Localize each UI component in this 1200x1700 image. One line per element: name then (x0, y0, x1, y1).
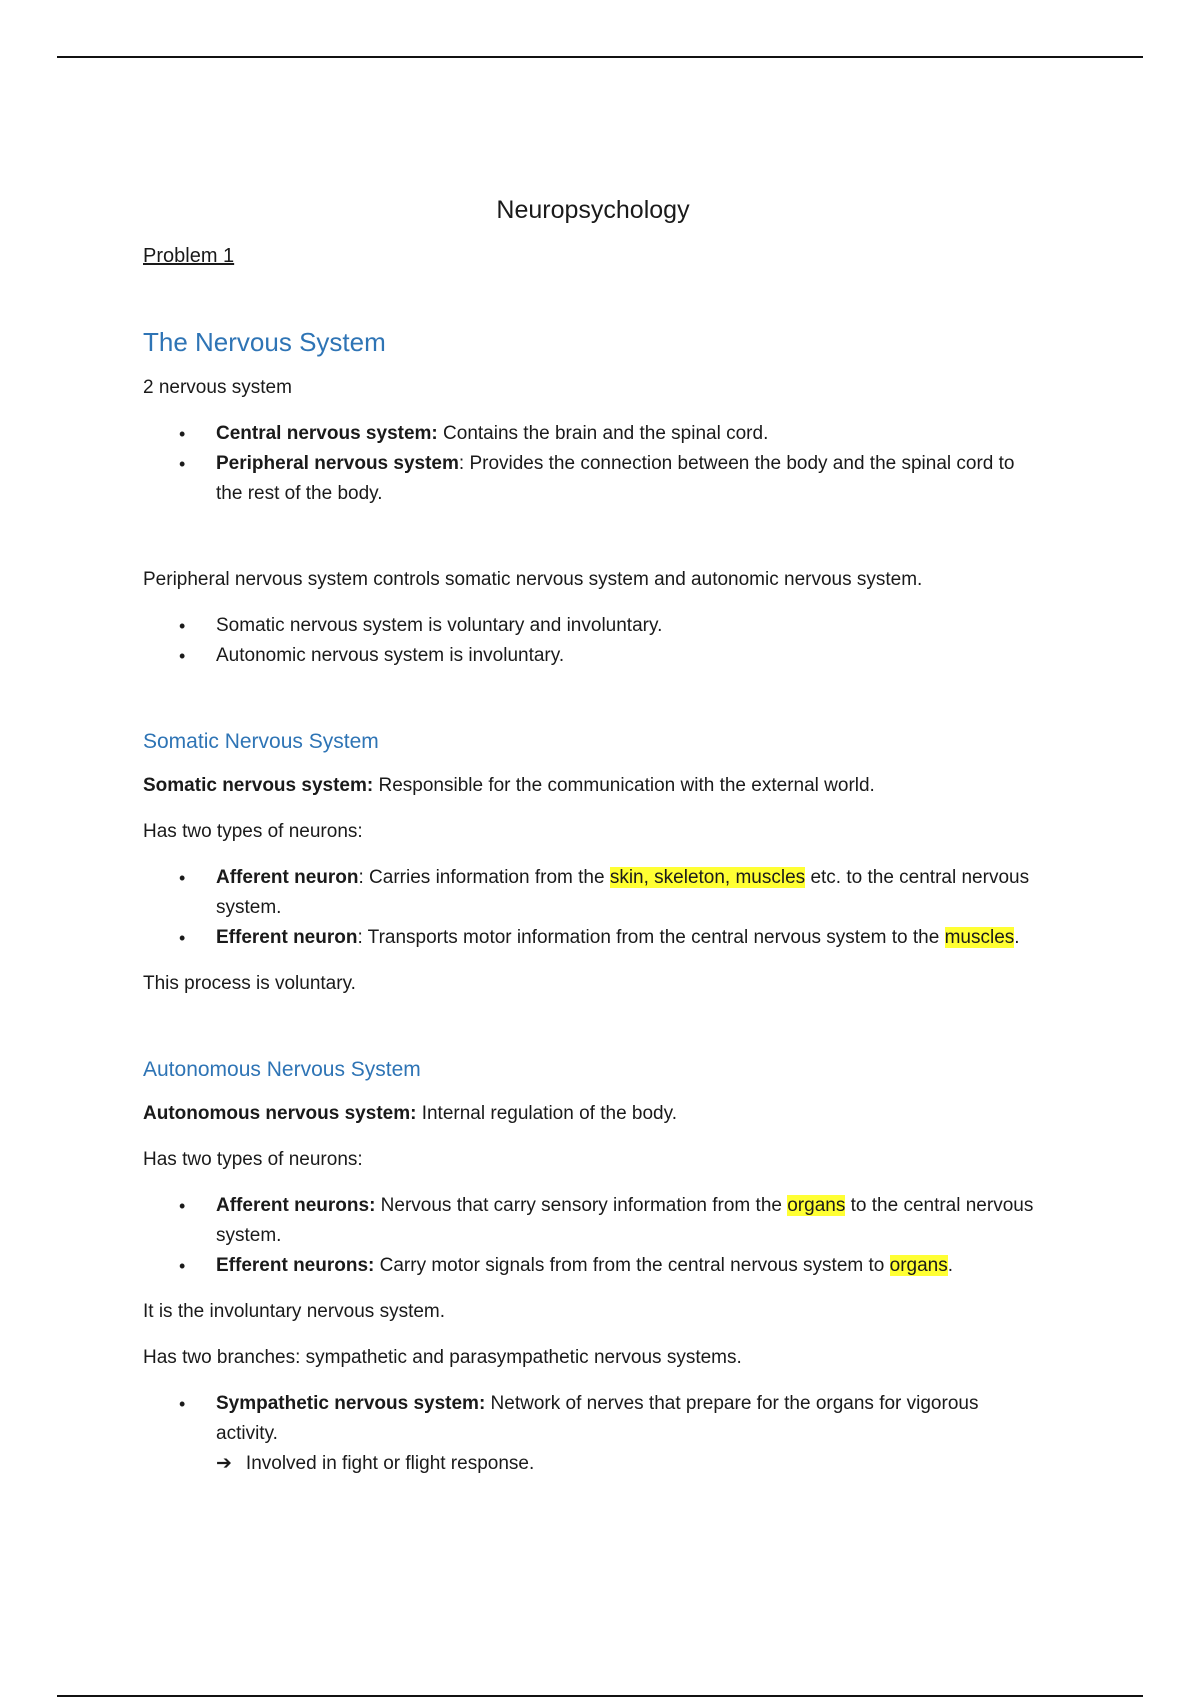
bullet-mark: • (179, 868, 186, 888)
list-item-efferent (143, 923, 1043, 953)
highlight-organs: organs (787, 1195, 846, 1216)
text-autonomous-def: Internal regulation of the body. (416, 1103, 677, 1124)
highlight-muscles: muscles (944, 927, 1015, 948)
term-afferent: Afferent neuron (216, 867, 359, 888)
autonomous-types: Has two types of neurons: (143, 1149, 363, 1170)
somatic-closing: This process is voluntary. (143, 973, 356, 994)
highlight-organs: organs (889, 1255, 948, 1276)
header-rule (57, 56, 1143, 58)
heading-somatic: Somatic Nervous System (143, 730, 379, 753)
footer-rule (57, 1695, 1143, 1697)
text-efferent-post: . (1014, 927, 1020, 948)
text-afferent-neurons-post: to the central nervous system. (216, 1195, 1034, 1246)
problem-label: Problem 1 (143, 245, 235, 267)
highlight-skin-skeleton-muscles: skin, skeleton, muscles (609, 867, 806, 888)
heading-autonomous: Autonomous Nervous System (143, 1058, 421, 1081)
somatic-neuron-list (143, 863, 1043, 953)
document-title: Neuropsychology (496, 196, 690, 224)
list-item-afferent-neurons (143, 1191, 1043, 1251)
text-afferent-neurons-pre: Nervous that carry sensory information from the (375, 1195, 788, 1216)
somatic-definition (143, 771, 1043, 801)
document-page (143, 193, 1043, 1479)
spacer (143, 687, 1043, 727)
bullet-mark: • (179, 454, 186, 474)
bullet-mark: • (179, 1196, 186, 1216)
list-item-somatic (143, 611, 1043, 641)
text-sympathetic: Network of nerves that prepare for the organs for vigorous activity. (216, 1393, 979, 1444)
autonomous-definition (143, 1099, 1043, 1129)
somatic-types: Has two types of neurons: (143, 821, 363, 842)
term-afferent-neurons: Afferent neurons: (216, 1195, 376, 1216)
text-peripheral: : Provides the connection between the body and the spinal cord to the rest of the body. (216, 453, 1015, 504)
list-item-peripheral (143, 449, 1043, 509)
peripheral-list (143, 611, 1043, 671)
text-somatic: Somatic nervous system is voluntary and involuntary. (216, 615, 663, 636)
text-efferent-neurons-post: . (947, 1255, 954, 1276)
intro-paragraph: 2 nervous system (143, 377, 292, 398)
nervous-system-list (143, 419, 1043, 509)
list-item-afferent (143, 863, 1043, 923)
bullet-mark: • (179, 1394, 186, 1414)
text-fight-flight: Involved in fight or flight response. (245, 1453, 535, 1474)
term-somatic: Somatic nervous system: (143, 775, 374, 796)
bullet-mark: • (179, 424, 186, 444)
bullet-mark: • (179, 646, 186, 666)
bullet-mark: • (179, 1256, 186, 1276)
term-peripheral: Peripheral nervous system (216, 453, 459, 474)
list-item-autonomic (143, 641, 1043, 671)
sub-point-fight-flight (143, 1449, 1043, 1479)
text-central: Contains the brain and the spinal cord. (437, 423, 769, 444)
list-item-efferent-neurons (143, 1251, 1043, 1281)
branches-paragraph: Has two branches: sympathetic and parasympathetic nervous systems. (143, 1347, 742, 1368)
spacer (143, 1015, 1043, 1055)
list-item-central (143, 419, 1043, 449)
bullet-mark: • (179, 928, 186, 948)
involuntary-paragraph: It is the involuntary nervous system. (143, 1301, 446, 1322)
arrow-right-icon: ➔ (216, 1453, 232, 1474)
term-central: Central nervous system: (216, 423, 438, 444)
term-sympathetic: Sympathetic nervous system: (216, 1393, 486, 1414)
text-efferent-pre: : Transports motor information from the central nervous system to the (357, 927, 945, 948)
peripheral-paragraph: Peripheral nervous system controls somatic nervous system and autonomic nervous system. (143, 569, 923, 590)
list-item-sympathetic (143, 1389, 1043, 1449)
text-autonomic: Autonomic nervous system is involuntary. (216, 645, 565, 666)
heading-nervous-system: The Nervous System (143, 327, 386, 357)
term-efferent-neurons: Efferent neurons: (216, 1255, 375, 1276)
text-afferent-post: etc. to the central nervous system. (216, 867, 1030, 918)
spacer (143, 525, 1043, 565)
text-somatic-def: Responsible for the communication with the external world. (373, 775, 875, 796)
text-afferent-pre: : Carries information from the (358, 867, 610, 888)
autonomous-neuron-list (143, 1191, 1043, 1281)
term-efferent: Efferent neuron (216, 927, 358, 948)
text-efferent-neurons-pre: Carry motor signals from from the central nervous system to (374, 1255, 890, 1276)
term-autonomous: Autonomous nervous system: (143, 1103, 417, 1124)
bullet-mark: • (179, 616, 186, 636)
branches-list (143, 1389, 1043, 1449)
